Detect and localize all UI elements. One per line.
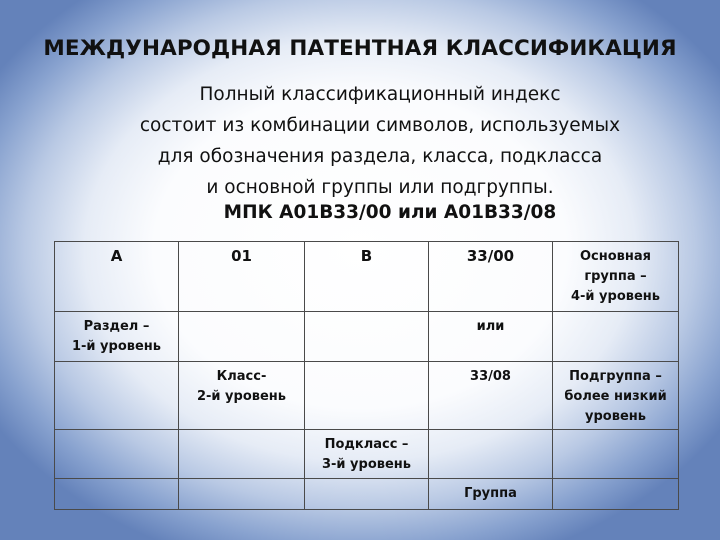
cell-text bbox=[553, 430, 678, 435]
table-cell bbox=[179, 479, 305, 510]
cell-text bbox=[553, 312, 678, 317]
cell-text: А bbox=[110, 247, 123, 265]
table-row bbox=[55, 430, 679, 479]
table-cell bbox=[179, 242, 305, 312]
cell-text bbox=[429, 430, 552, 435]
slide-title: МЕЖДУНАРОДНАЯ ПАТЕНТНАЯ КЛАССИФИКАЦИЯ bbox=[43, 36, 677, 61]
table-cell bbox=[305, 242, 429, 312]
cell-text: 01 bbox=[231, 247, 252, 265]
table-cell bbox=[305, 479, 429, 510]
table-cell bbox=[55, 312, 179, 362]
table-cell bbox=[55, 362, 179, 430]
cell-text bbox=[305, 312, 428, 317]
cell-text bbox=[55, 479, 178, 484]
cell-text: Раздел – 1-й уровень bbox=[71, 319, 162, 354]
cell-text: 33/08 bbox=[470, 369, 511, 384]
cell-text: Основная группа – 4-й уровень bbox=[570, 249, 661, 304]
table-cell bbox=[429, 362, 553, 430]
mpk-example: МПК А01В33/00 или А01В33/08 bbox=[223, 202, 557, 223]
cell-text bbox=[179, 312, 304, 317]
table-cell bbox=[553, 362, 679, 430]
table-cell bbox=[55, 430, 179, 479]
table-row bbox=[55, 242, 679, 312]
table-cell bbox=[553, 479, 679, 510]
cell-text bbox=[179, 430, 304, 435]
description-line-3: для обозначения раздела, класса, подкласса bbox=[157, 146, 603, 167]
table-cell bbox=[55, 242, 179, 312]
table-row bbox=[55, 362, 679, 430]
description-line-4: и основной группы или подгруппы. bbox=[206, 177, 554, 198]
table-cell bbox=[429, 479, 553, 510]
table-cell bbox=[553, 430, 679, 479]
table-cell bbox=[305, 362, 429, 430]
description-line-1: Полный классификационный индекс bbox=[199, 84, 561, 105]
cell-text: Группа bbox=[464, 486, 517, 501]
table-cell bbox=[179, 312, 305, 362]
cell-text: Подкласс – 3-й уровень bbox=[321, 437, 412, 472]
cell-text: 33/00 bbox=[466, 247, 515, 265]
table-cell bbox=[429, 242, 553, 312]
table-row bbox=[55, 479, 679, 510]
cell-text bbox=[55, 362, 178, 367]
cell-text bbox=[305, 479, 428, 484]
cell-text: В bbox=[360, 247, 373, 265]
cell-text bbox=[553, 479, 678, 484]
classification-table bbox=[54, 241, 679, 510]
table-cell bbox=[429, 430, 553, 479]
table-cell bbox=[179, 362, 305, 430]
cell-text: Класс- 2-й уровень bbox=[196, 369, 287, 404]
table-cell bbox=[305, 430, 429, 479]
description-line-2: состоит из комбинации символов, используемых bbox=[139, 115, 621, 136]
table-cell bbox=[553, 242, 679, 312]
table-row bbox=[55, 312, 679, 362]
table-cell bbox=[553, 312, 679, 362]
table-cell bbox=[429, 312, 553, 362]
table-cell bbox=[55, 479, 179, 510]
cell-text bbox=[179, 479, 304, 484]
cell-text bbox=[55, 430, 178, 435]
cell-text bbox=[305, 362, 428, 367]
table-cell bbox=[179, 430, 305, 479]
cell-text: Подгруппа – более низкий уровень bbox=[564, 369, 667, 424]
cell-text: или bbox=[476, 319, 505, 334]
table-cell bbox=[305, 312, 429, 362]
